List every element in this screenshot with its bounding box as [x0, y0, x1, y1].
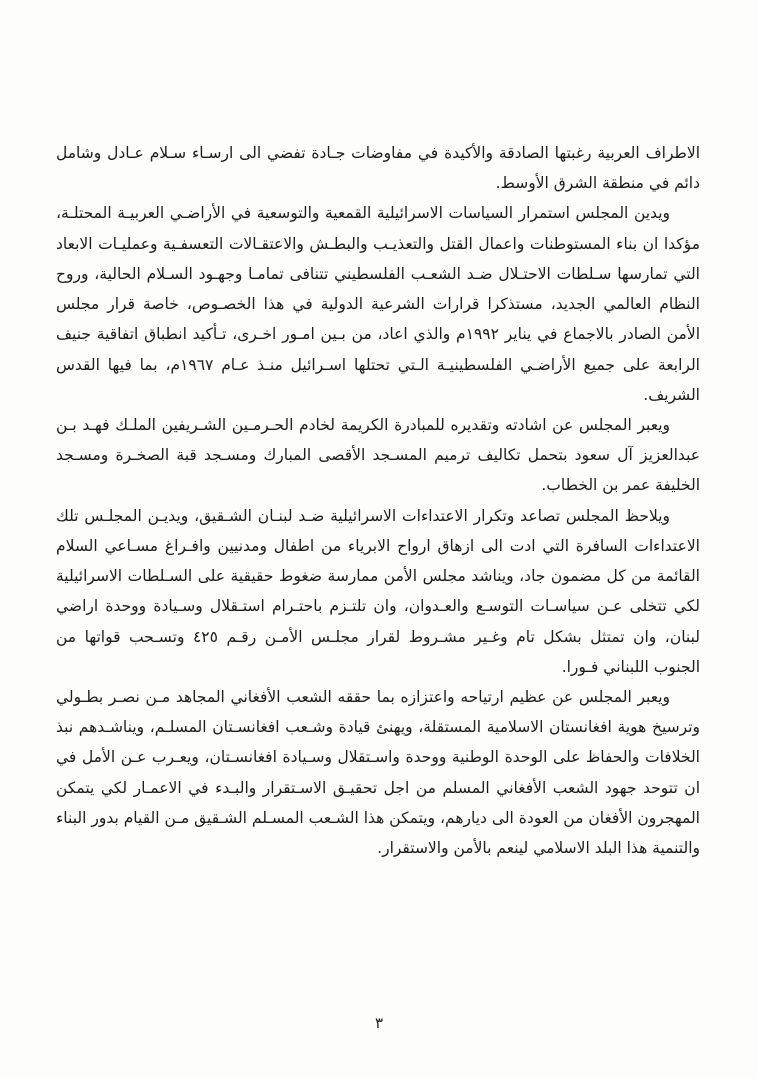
paragraph-israeli-policies: ويدين المجلس استمرار السياسات الاسرائيلية القمعية والتوسعية في الأراضـي العربيـة المحتلـة، مؤكدا ان بناء المستوطنات واعمال القتل والتعذيـب والبطـش والاعتقـالات التعسفـية وعمليـات الابعاد التي تمارسها سـلطات الاحتـلال ضـد الشعـب الفلسطيني تتنافى تمامـا وجهـود السـلام الحالية، وروح النظام العالمي الجديد، مستذكرا قرارات الشرعية الدولية في هذا الخصـوص، خاصة قرار مجلس الأمن الصادر بالاجماع في يناير ١٩٩٢م والذي اعاد، من بـين امـور اخـرى، تـأكيد انطباق اتفاقية جنيف الرابعة على جميع الأراضـي الفلسطينيـة الـتي تحتلها اسـرائيل منـذ عـام ١٩٦٧م، بما فيها القدس الشريف. — [56, 204, 700, 404]
paragraph-king-fahd-initiative: ويعبر المجلس عن اشادته وتقديره للمبادرة الكريمة لخادم الحـرمـين الشـريفين الملـك فهـد بـن عبدالعزيز آل سعود بتحمل تكاليف ترميم المسـجد الأقصى المبارك ومسـجد قبة الصخـرة ومسـجد الخليفة عمر بن الخطاب. — [56, 415, 700, 495]
paragraph-continuation: الاطراف العربية رغبتها الصادقة والأكيدة في مفاوضات جـادة تفضي الى ارسـاء سـلام عـادل وشامل دائم في منطقة الشرق الأوسط. — [56, 144, 700, 193]
page-number: ٣ — [374, 1014, 384, 1032]
paragraph-afghanistan: ويعبر المجلس عن عظيم ارتياحه واعتزازه بما حققه الشعب الأفغاني المجاهد مـن نصـر بطـولي وترسيخ هوية افغانستان الاسلامية المستقلة، ويهنئ قيادة وشـعب افغانسـتان المسلـم، ويناشـدهم نبذ الخلافات والحفاظ على الوحدة الوطنية ووحدة واسـتقلال وسـيادة افغانسـتان، ويعـرب عـن الأمل في ان تتوحد جهود الشعب الأفغاني المسلم من اجل تحقيـق الاسـتقرار والبـدء في الاعمـار لكي يتمكن المهجرون الأفغان من العودة الى ديارهم، ويتمكن هذا الشـعب المسـلم الشـقيق مـن القيام بدور البناء والتنمية هذا البلد الاسلامي لينعم بالأمن والاستقرار. — [56, 687, 700, 858]
paragraph-lebanon: ويلاحظ المجلس تصاعد وتكرار الاعتداءات الاسرائيلية ضـد لبنـان الشـقيق، ويديـن المجلـس تلك الاعتداءات السافرة التي ادت الى ازهاق ارواح الابرياء من اطفال ومدنيين وافـراغ مسـاعي السلام القائمة من كل مضمون جاد، ويناشد مجلس الأمن ممارسة ضغوط حقيقية على السـلطات الاسرائيلية لكي تتخلى عـن سياسـات التوسـع والعـدوان، وان تلتـزم باحتـرام استـقلال وسـيادة ووحدة اراضي لبنان، وان تمتثل بشكل تام وغـير مشـروط لقرار مجلـس الأمـن رقـم ٤٢٥ وتسـحب قواتها من الجنوب اللبناني فـورا. — [56, 506, 700, 676]
document-body — [56, 138, 700, 863]
